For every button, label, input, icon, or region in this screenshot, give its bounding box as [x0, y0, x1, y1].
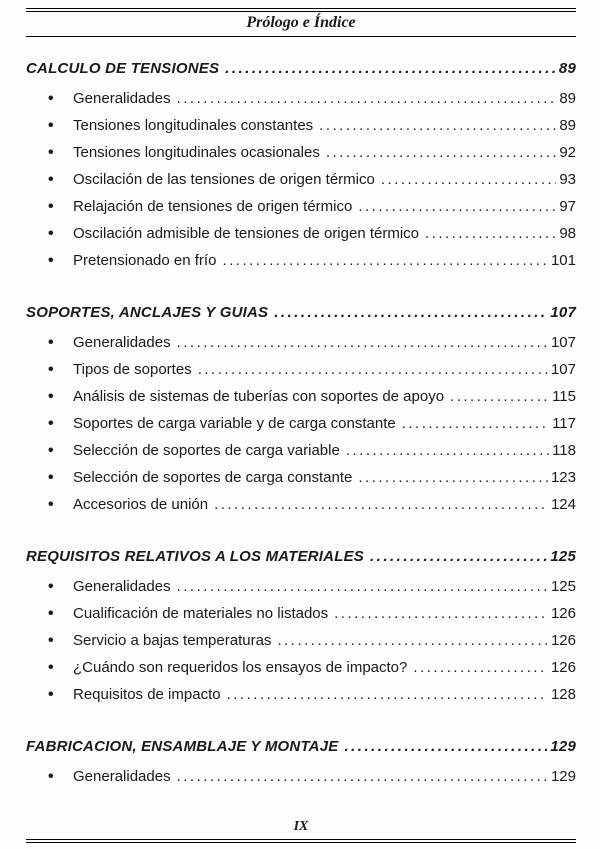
dot-leader: [198, 361, 548, 378]
bullet-icon: [48, 578, 73, 596]
toc-item-label: Tensiones longitudinales constantes: [73, 117, 314, 134]
toc-item-label: Generalidades: [73, 334, 171, 351]
section-items: [26, 90, 576, 279]
toc-item-label: Servicio a bajas temperaturas: [73, 632, 272, 649]
toc-item-page-number: 123: [550, 469, 576, 486]
toc-item-label: Tipos de soportes: [73, 361, 192, 378]
dot-leader: [450, 388, 549, 405]
bullet-icon: [48, 415, 73, 433]
toc-item-page-number: 118: [552, 442, 576, 459]
section-title: REQUISITOS RELATIVOS A LOS MATERIALES: [26, 548, 364, 565]
bullet-icon: [48, 442, 73, 460]
toc-item: [26, 415, 576, 442]
toc-item: [26, 117, 576, 144]
section-items: [26, 578, 576, 713]
dot-leader: [277, 632, 548, 649]
section-heading: [26, 60, 576, 77]
toc-item-page-number: 89: [559, 117, 576, 134]
toc-item: [26, 496, 576, 523]
toc-item-page-number: 107: [550, 334, 576, 351]
toc-item-page-number: 97: [559, 198, 576, 215]
toc-item: [26, 225, 576, 252]
toc-item-label: Generalidades: [73, 90, 171, 107]
dot-leader: [177, 90, 557, 107]
section-title: CALCULO DE TENSIONES: [26, 60, 220, 77]
dot-leader: [358, 198, 556, 215]
toc-item: [26, 252, 576, 279]
toc-item-label: Selección de soportes de carga variable: [73, 442, 340, 459]
toc-item-label: Tensiones longitudinales ocasionales: [73, 144, 320, 161]
bullet-icon: [48, 605, 73, 623]
toc-item: [26, 198, 576, 225]
dot-leader: [274, 304, 547, 321]
bottom-double-rule: [26, 839, 576, 843]
toc-item-label: Selección de soportes de carga constante: [73, 469, 353, 486]
toc-item-label: ¿Cuándo son requeridos los ensayos de impacto?: [73, 659, 408, 676]
section-page-number: 89: [558, 60, 576, 77]
toc-item-label: Oscilación de las tensiones de origen térmico: [73, 171, 375, 188]
toc-item-page-number: 115: [552, 388, 576, 405]
toc-item-label: Accesorios de unión: [73, 496, 209, 513]
bullet-icon: [48, 361, 73, 379]
toc-item: [26, 686, 576, 713]
toc-item-label: Cualificación de materiales no listados: [73, 605, 329, 622]
toc-item-page-number: 117: [552, 415, 576, 432]
header-title: Prólogo e Índice: [246, 14, 356, 31]
toc-item-label: Generalidades: [73, 768, 171, 785]
toc-item-label: Requisitos de impacto: [73, 686, 221, 703]
dot-leader: [346, 442, 549, 459]
toc-item-page-number: 93: [559, 171, 576, 188]
page-footer: [26, 819, 576, 839]
toc-item-page-number: 125: [550, 578, 576, 595]
toc-item-page-number: 107: [550, 361, 576, 378]
dot-leader: [177, 768, 548, 785]
toc-item-page-number: 101: [550, 252, 576, 269]
section-page-number: 129: [550, 738, 576, 755]
bullet-icon: [48, 768, 73, 786]
toc-item: [26, 605, 576, 632]
bullet-icon: [48, 117, 73, 135]
dot-leader: [425, 225, 556, 242]
toc-item: [26, 334, 576, 361]
dot-leader: [381, 171, 556, 188]
toc-item: [26, 578, 576, 605]
dot-leader: [225, 60, 556, 77]
toc-item-page-number: 126: [550, 605, 576, 622]
toc-item: [26, 659, 576, 686]
bullet-icon: [48, 198, 73, 216]
toc-item: [26, 144, 576, 171]
toc-item: [26, 768, 576, 795]
table-of-contents: [26, 37, 576, 795]
bullet-icon: [48, 252, 73, 270]
toc-item-page-number: 126: [550, 659, 576, 676]
bullet-icon: [48, 659, 73, 677]
toc-item-page-number: 126: [550, 632, 576, 649]
toc-item-label: Relajación de tensiones de origen térmico: [73, 198, 353, 215]
dot-leader: [326, 144, 556, 161]
toc-item: [26, 388, 576, 415]
footer-page-number: IX: [293, 819, 309, 834]
bullet-icon: [48, 225, 73, 243]
section-heading: [26, 738, 576, 755]
bullet-icon: [48, 469, 73, 487]
bullet-icon: [48, 334, 73, 352]
bullet-icon: [48, 632, 73, 650]
dot-leader: [370, 548, 547, 565]
toc-item: [26, 171, 576, 198]
section-title: FABRICACION, ENSAMBLAJE Y MONTAJE: [26, 738, 339, 755]
dot-leader: [177, 334, 548, 351]
toc-item-label: Soportes de carga variable y de carga constante: [73, 415, 396, 432]
section-items: [26, 768, 576, 795]
bullet-icon: [48, 496, 73, 514]
bullet-icon: [48, 686, 73, 704]
bullet-icon: [48, 144, 73, 162]
bullet-icon: [48, 90, 73, 108]
toc-section: [26, 738, 576, 795]
toc-section: [26, 548, 576, 713]
toc-item: [26, 632, 576, 659]
section-items: [26, 334, 576, 523]
page-header: [26, 12, 576, 36]
dot-leader: [227, 686, 548, 703]
bullet-icon: [48, 171, 73, 189]
toc-item-page-number: 92: [559, 144, 576, 161]
section-title: SOPORTES, ANCLAJES Y GUIAS: [26, 304, 269, 321]
dot-leader: [358, 469, 548, 486]
toc-item-page-number: 124: [550, 496, 576, 513]
toc-item: [26, 90, 576, 117]
toc-item: [26, 469, 576, 496]
toc-item-page-number: 128: [550, 686, 576, 703]
toc-item-label: Oscilación admisible de tensiones de origen térmico: [73, 225, 420, 242]
dot-leader: [344, 738, 547, 755]
toc-item-label: Análisis de sistemas de tuberías con soportes de apoyo: [73, 388, 445, 405]
dot-leader: [177, 578, 548, 595]
section-page-number: 107: [550, 304, 576, 321]
toc-item-page-number: 98: [559, 225, 576, 242]
toc-item-label: Generalidades: [73, 578, 171, 595]
bullet-icon: [48, 388, 73, 406]
dot-leader: [319, 117, 556, 134]
section-heading: [26, 304, 576, 321]
toc-item: [26, 361, 576, 388]
section-page-number: 125: [550, 548, 576, 565]
toc-item: [26, 442, 576, 469]
dot-leader: [334, 605, 548, 622]
dot-leader: [413, 659, 548, 676]
dot-leader: [214, 496, 548, 513]
dot-leader: [402, 415, 549, 432]
toc-item-page-number: 89: [559, 90, 576, 107]
toc-item-page-number: 129: [550, 768, 576, 785]
toc-item-label: Pretensionado en frío: [73, 252, 217, 269]
dot-leader: [222, 252, 548, 269]
section-heading: [26, 548, 576, 565]
toc-section: [26, 304, 576, 523]
toc-section: [26, 60, 576, 279]
